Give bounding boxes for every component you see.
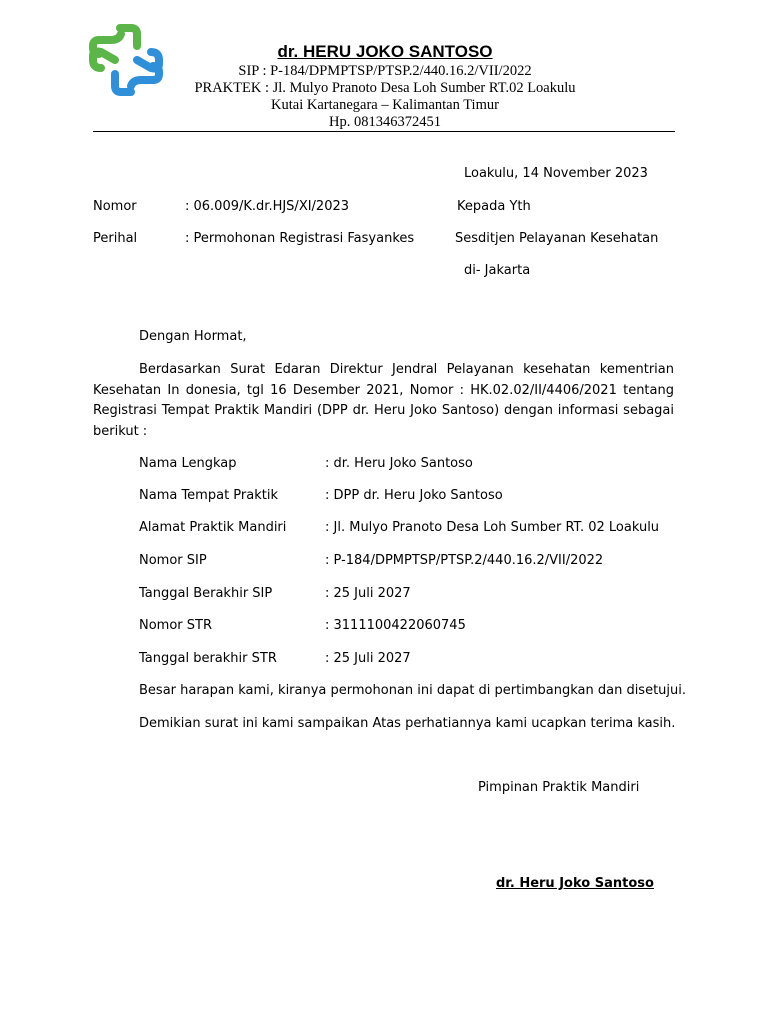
letterhead-location: Kutai Kartanegara – Kalimantan Timur [271, 97, 499, 113]
letterhead-phone: Hp. 081346372451 [329, 114, 441, 130]
signature-title: Pimpinan Praktik Mandiri [478, 780, 640, 795]
intro-paragraph [93, 360, 674, 442]
detail-label: Alamat Praktik Mandiri [139, 520, 287, 535]
perihal-label: Perihal [93, 231, 138, 246]
hope-sentence: Besar harapan kami, kiranya permohonan ini dapat di pertimbangkan dan disetujui. [139, 683, 687, 698]
detail-label: Nomor STR [139, 618, 212, 633]
intro-line: berikut : [93, 423, 148, 439]
detail-value: : dr. Heru Joko Santoso [325, 456, 473, 471]
detail-label: Nama Tempat Praktik [139, 488, 278, 503]
signature-name: dr. Heru Joko Santoso [496, 876, 654, 891]
detail-label: Nomor SIP [139, 553, 207, 568]
detail-value: : P-184/DPMPTSP/PTSP.2/440.16.2/VII/2022 [325, 553, 604, 568]
intro-line: Registrasi Tempat Praktik Mandiri (DPP dr. Heru Joko Santoso) dengan informasi sebagai [93, 403, 674, 418]
nomor-value: : 06.009/K.dr.HJS/XI/2023 [185, 199, 350, 214]
recipient-line-3: di- Jakarta [464, 263, 531, 278]
detail-value: : 3111100422060745 [325, 618, 466, 633]
detail-value: : DPP dr. Heru Joko Santoso [325, 488, 503, 503]
detail-value: : Jl. Mulyo Pranoto Desa Loh Sumber RT. 02 Loakulu [325, 520, 660, 535]
nomor-label: Nomor [93, 199, 137, 214]
recipient-line-1: Kepada Yth [457, 199, 531, 214]
letterhead-name: dr. HERU JOKO SANTOSO [277, 42, 493, 61]
recipient-line-2: Sesditjen Pelayanan Kesehatan [455, 231, 659, 246]
letterhead-divider [93, 131, 675, 132]
detail-label: Tanggal berakhir STR [139, 651, 277, 666]
logo-green-stroke [93, 28, 137, 68]
detail-label: Tanggal Berakhir SIP [139, 586, 273, 601]
detail-value: : 25 Juli 2027 [325, 651, 411, 666]
intro-line: Kesehatan In donesia, tgl 16 Desember 2021, Nomor : HK.02.02/II/4406/2021 tentang [93, 382, 674, 398]
detail-value: : 25 Juli 2027 [325, 586, 411, 601]
letter-date: Loakulu, 14 November 2023 [464, 166, 648, 181]
detail-label: Nama Lengkap [139, 456, 237, 471]
closing-sentence: Demikian surat ini kami sampaikan Atas perhatiannya kami ucapkan terima kasih. [139, 716, 676, 731]
greeting: Dengan Hormat, [139, 329, 247, 344]
letterhead-sip: SIP : P-184/DPMPTSP/PTSP.2/440.16.2/VII/2022 [238, 63, 532, 79]
perihal-value: : Permohonan Registrasi Fasyankes [185, 231, 415, 246]
intro-line: Berdasarkan Surat Edaran Direktur Jendral Pelayanan kesehatan kementrian [139, 362, 674, 377]
letterhead-practice-address: PRAKTEK : Jl. Mulyo Pranoto Desa Loh Sumber RT.02 Loakulu [194, 80, 576, 96]
